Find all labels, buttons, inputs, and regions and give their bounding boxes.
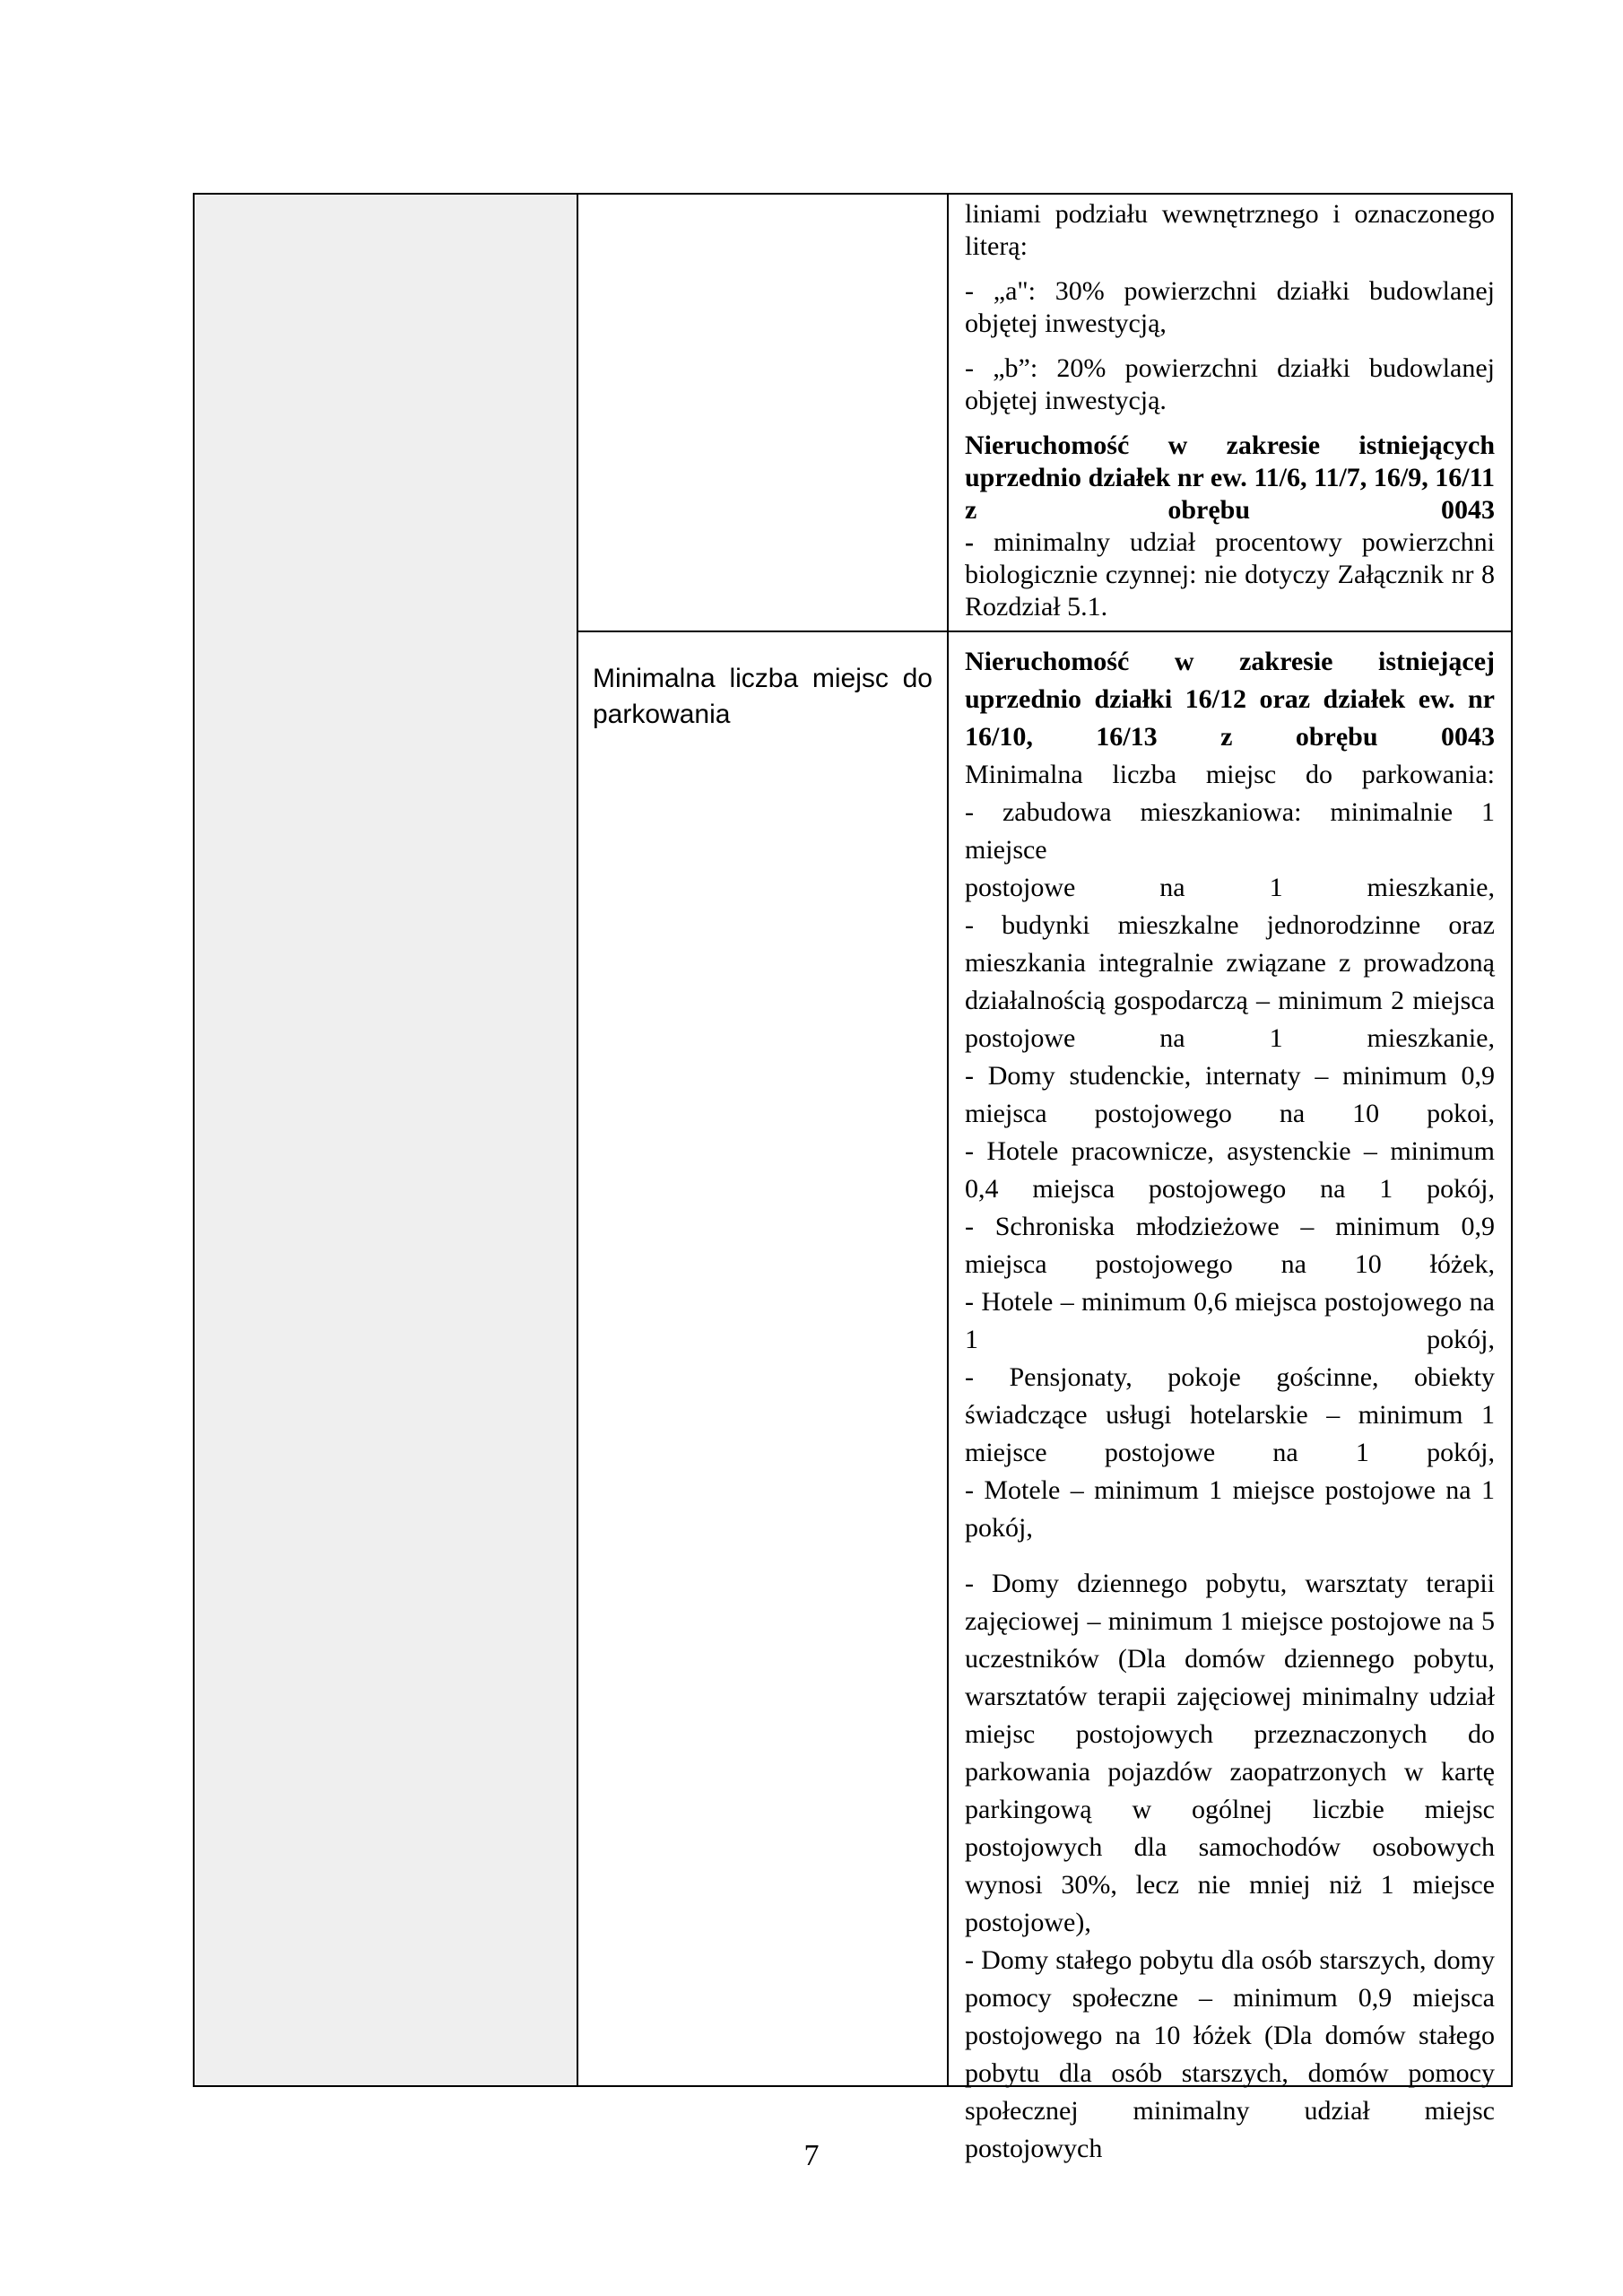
paragraph: - Domy dziennego pobytu, warsztaty terapii zajęciowej – minimum 1 miejsce postojowe na 5 uczestników (Dla domów dziennego pobytu, warsztatów terapii zajęciowej minimalny udział miejsc postojowych przeznaczonych do parkowania pojazdów zaopatrzonych w kartę parkingową w ogólnej liczbie miejsc postojowych dla samochodów osobowych wynosi 30%, lecz nie mniej niż 1 miejsce postojowe), bbox=[965, 1569, 1495, 1937]
text-line: mieszkania integralnie związane z prowadzoną bbox=[965, 948, 1495, 978]
text-line: - Domy studenckie, internaty – minimum 0,9 bbox=[965, 1061, 1495, 1091]
row-divider bbox=[578, 631, 947, 632]
text-line: postojowe na 1 mieszkanie, bbox=[965, 1023, 1495, 1053]
text-line: świadczące usługi hotelarskie – minimum 1 bbox=[965, 1400, 1495, 1430]
text-line: - Pensjonaty, pokoje gościnne, obiekty bbox=[965, 1362, 1495, 1392]
text-line: - Motele – minimum 1 miejsce postojowe na 1 bbox=[965, 1475, 1495, 1505]
text-line: - zabudowa mieszkaniowa: minimalnie 1 miejsce bbox=[965, 797, 1495, 865]
paragraph: - Domy stałego pobytu dla osób starszych, domy pomocy społeczne – minimum 0,9 miejsca postojowego na 10 łóżek (Dla domów stałego pobytu dla osób starszych, domów pomocy społecznej minimalny udział miejsc postojowych bbox=[965, 1945, 1495, 2163]
table-column-label bbox=[578, 195, 949, 2085]
table-column-empty bbox=[195, 195, 578, 2085]
bold-heading-line: 16/10, 16/13 z obrębu 0043 bbox=[965, 722, 1495, 752]
bold-heading-line: uprzednio działki 16/12 oraz działek ew. nr bbox=[965, 684, 1495, 714]
bold-dash: - bbox=[965, 527, 974, 557]
text-line: miejsce postojowe na 1 pokój, bbox=[965, 1438, 1495, 1467]
page-number: 7 bbox=[803, 2139, 820, 2172]
parking-label: Minimalna liczba miejsc do parkowania bbox=[593, 664, 933, 729]
parking-cell bbox=[965, 643, 1495, 2168]
paragraph-text: minimalny udział procentowy powierzchni biologicznie czynnej: nie dotyczy Załącznik nr 8 Rozdział 5.1. bbox=[965, 527, 1495, 622]
bold-heading-line: uprzednio działek nr ew. 11/6, 11/7, 16/9, 16/11 bbox=[965, 463, 1495, 492]
text-line: pokój, bbox=[965, 1513, 1033, 1543]
bold-heading-line: Nieruchomość w zakresie istniejącej bbox=[965, 647, 1495, 676]
text-line: miejsca postojowego na 10 pokoi, bbox=[965, 1099, 1495, 1128]
text-line: miejsca postojowego na 10 łóżek, bbox=[965, 1249, 1495, 1279]
table-column-content bbox=[949, 195, 1511, 2163]
text-line: - Schroniska młodzieżowe – minimum 0,9 bbox=[965, 1212, 1495, 1241]
text-line: postojowe na 1 mieszkanie, bbox=[965, 873, 1495, 902]
paragraph: - „a": 30% powierzchni działki budowlanej objętej inwestycją, bbox=[965, 276, 1495, 338]
text-line: - budynki mieszkalne jednorodzinne oraz bbox=[965, 910, 1495, 940]
text-line: - Hotele pracownicze, asystenckie – minimum bbox=[965, 1136, 1495, 1166]
bold-heading-line: z obrębu 0043 bbox=[965, 495, 1495, 525]
text-line: działalnością gospodarczą – minimum 2 miejsca bbox=[965, 986, 1495, 1015]
bold-heading-line: Nieruchomość w zakresie istniejących bbox=[965, 430, 1495, 460]
paragraph bbox=[965, 430, 1495, 623]
text-line: Minimalna liczba miejsc do parkowania: bbox=[965, 760, 1495, 789]
text-line: 1 pokój, bbox=[965, 1325, 1495, 1354]
regulation-table bbox=[193, 193, 1513, 2163]
text-line: 0,4 miejsca postojowego na 1 pokój, bbox=[965, 1174, 1495, 1204]
paragraph: liniami podziału wewnętrznego i oznaczonego literą: bbox=[965, 199, 1495, 261]
paragraph: - „b”: 20% powierzchni działki budowlanej objętej inwestycją. bbox=[965, 353, 1495, 415]
biologically-active-cell bbox=[965, 198, 1495, 636]
text-line: - Hotele – minimum 0,6 miejsca postojowego na bbox=[965, 1287, 1495, 1317]
